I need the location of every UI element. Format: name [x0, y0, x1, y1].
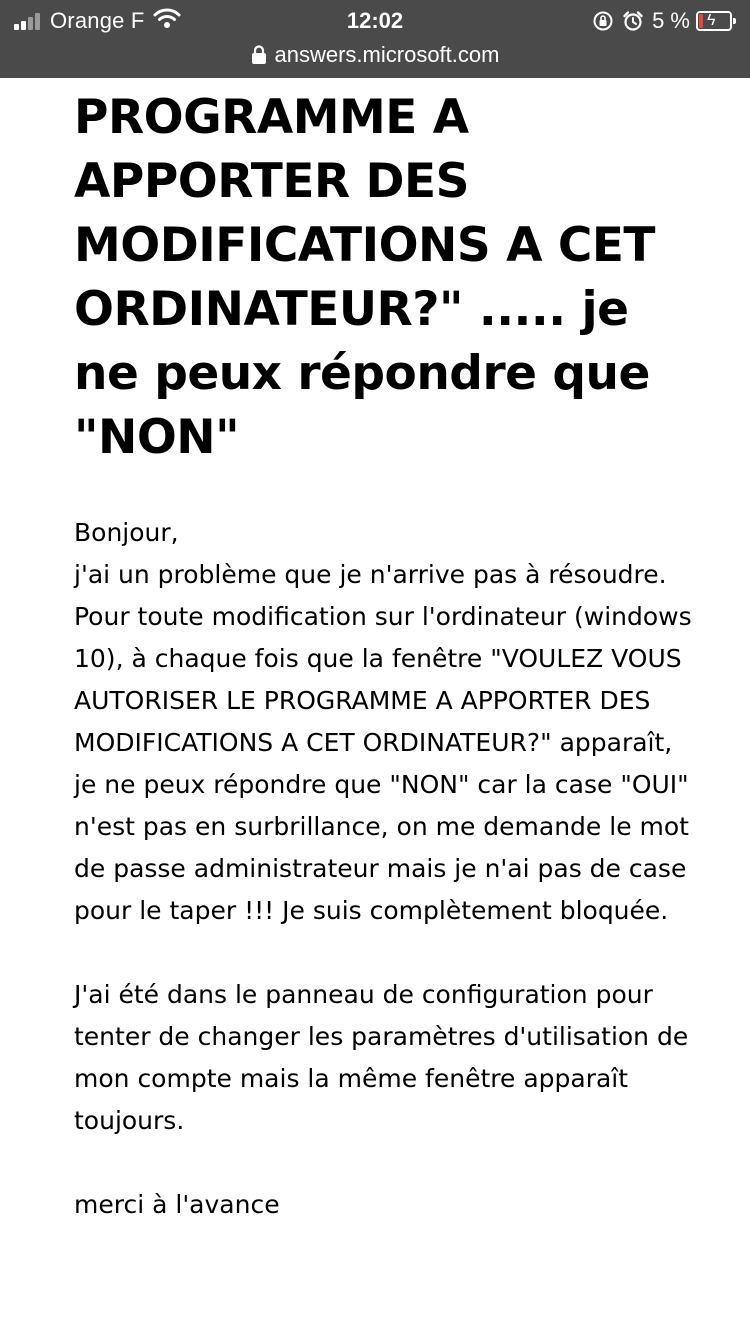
carrier-name: Orange F: [50, 8, 145, 33]
url-text[interactable]: answers.microsoft.com: [274, 42, 500, 67]
closing: merci à l'avance: [74, 1190, 280, 1219]
battery-percent: 5 %: [652, 8, 690, 33]
paragraph-problem: j'ai un problème que je n'arrive pas à résoudre. Pour toute modification sur l'ordinateur (windows 10), à chaque fois que la fenêtre "VOULEZ VOUS AUTORISER LE PROGRAMME A APPORTER DES MODIFICATIONS A CET ORDINATEUR?" apparaît, je ne peux répondre que "NON" car la case "OUI" n'est pas en surbrillance, on me demande le mot de passe administrateur mais je n'ai pas de case pour le taper !!! Je suis complètement bloquée.: [74, 560, 692, 925]
greeting: Bonjour,: [74, 518, 179, 547]
article-title: PROGRAMME A APPORTER DES MODIFICATIONS A CET ORDINATEUR?" ..... je ne peux répondre que "NON": [74, 90, 655, 465]
charging-bolt-icon: ϟ: [707, 12, 716, 29]
address-bar[interactable]: [0, 40, 750, 70]
status-time: 12:02: [346, 8, 404, 33]
article: [74, 86, 694, 1226]
battery-cap: [733, 18, 736, 24]
lock-icon: [251, 45, 267, 65]
battery-level: [699, 14, 703, 28]
orientation-lock-icon: [592, 10, 614, 32]
status-bar: [0, 0, 750, 78]
paragraph-attempt: J'ai été dans le panneau de configuration pour tenter de changer les paramètres d'utilisation de mon compte mais la même fenêtre apparaît toujours.: [74, 980, 689, 1135]
status-right: [592, 6, 732, 36]
battery-icon: [696, 11, 732, 31]
alarm-icon: [622, 10, 644, 32]
article-body: [74, 512, 694, 1226]
